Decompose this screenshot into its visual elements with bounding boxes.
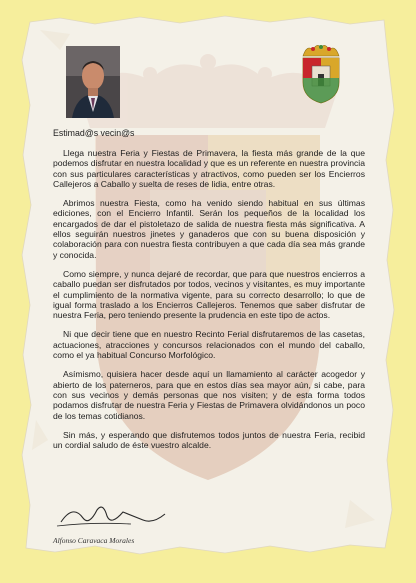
letter-paragraph: Como siempre, y nunca dejaré de recordar, que para que nuestros encierros a caballo puedan ser disfrutados por todos, vecinos y visitantes, es muy importante el cumplimiento de la normativa vigente, para su correcto desarrollo; lo que de igual forma traslado a los Encierros Callejeros. Tenemos que saber disfrutar de nuestra Feria, pero teniendo presente la prudencia en este tipo de actos. [53, 268, 365, 321]
coat-of-arms-icon [299, 42, 343, 104]
mayor-portrait-photo [66, 46, 120, 118]
letter-paragraph: Asímismo, quisiera hacer desde aquí un llamamiento al carácter acogedor y abierto de los paterneros, para que en estos días sea mayor aún, si cabe, para con sus vecinos y demás personas que nos visiten; y de esta forma todos podamos disfrutar de nuestra Feria y Fiestas de Primavera olvidándonos un poco de los temas cotidianos. [53, 369, 365, 421]
letter-body [53, 148, 365, 459]
letter-paragraph: Ni que decir tiene que en nuestro Recinto Ferial disfrutaremos de las casetas, actuaciones, atracciones y concursos relacionados con el mundo del caballo, como el ya habitual Concurso Morfológico. [53, 329, 365, 361]
letter-paragraph: Llega nuestra Feria y Fiestas de Primavera, la fiesta más grande de la que podemos disfrutar en nuestra localidad y que es un referente en nuestra provincia con sus particulares características y atractivos, como pueden ser los Encierros Callejeros a Caballo y suelta de reses de lidia, entre otras. [53, 148, 365, 189]
signer-name: Alfonso Caravaca Morales [53, 536, 135, 545]
signature-icon [53, 500, 173, 530]
letter-paragraph: Abrimos nuestra Fiesta, como ha venido siendo habitual en sus últimas ediciones, con el Encierro Infantil. Serán los pequeños de la localidad los encargados de dar el pistoletazo de salida de nuestra fiesta más significativa. A ellos seguirán nuestros jinetes y ganaderos que con su buena disposición y colaboración para con nuestra fiesta contribuyen a que cada día sea más grande y conocida. [53, 198, 365, 260]
letter-paragraph: Sin más, y esperando que disfrutemos todos juntos de nuestra Feria, recibid un cordial saludo de éste vuestro alcalde. [53, 429, 365, 451]
letter-salutation: Estimad@s vecin@s [53, 128, 135, 138]
